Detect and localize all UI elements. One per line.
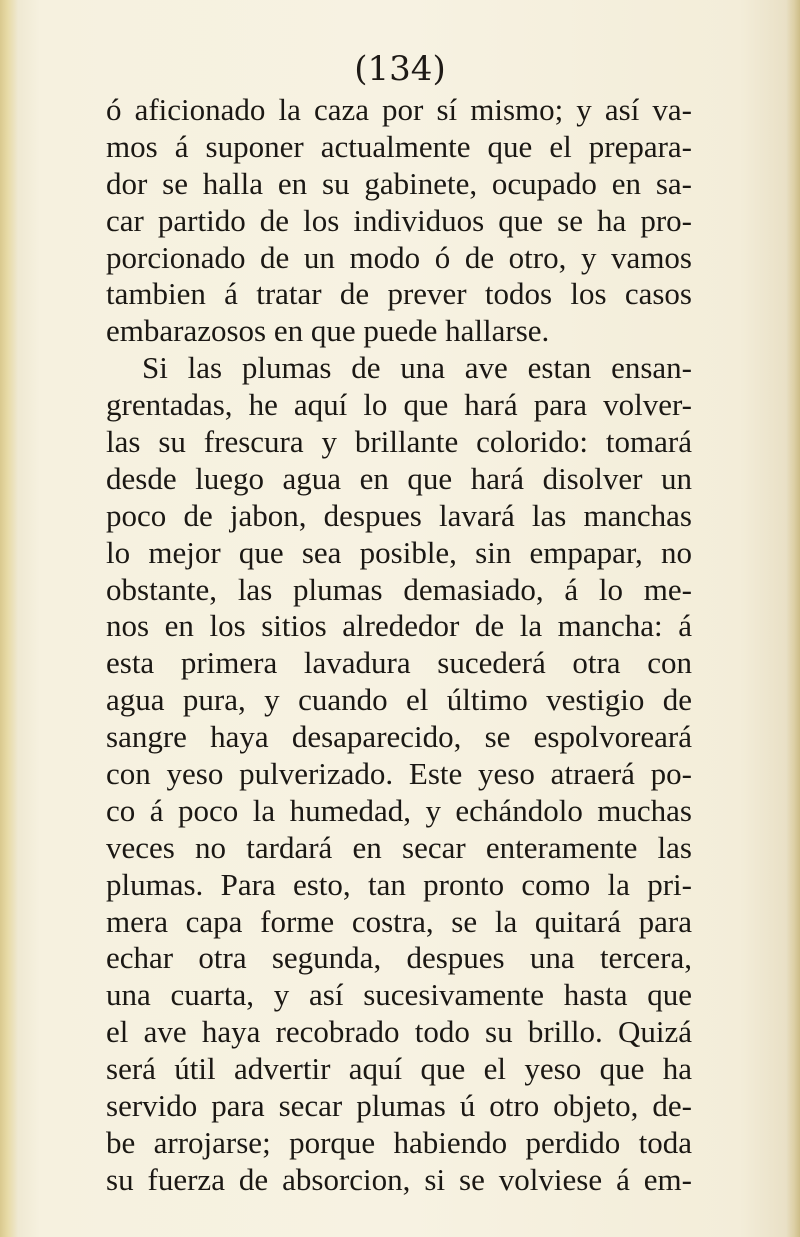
text-line: veces no tardará en secar enteramente las <box>106 829 692 865</box>
text-line: servido para secar plumas ú otro objeto, de- <box>106 1088 692 1124</box>
page-right-edge <box>786 0 800 1237</box>
text-line: co á poco la humedad, y echándolo muchas <box>106 792 692 828</box>
text-line: mos á suponer actualmente que el prepara- <box>106 128 692 164</box>
text-line: esta primera lavadura sucederá otra con <box>106 645 692 681</box>
text-line: porcionado de un modo ó de otro, y vamos <box>106 239 692 275</box>
page-number: (134) <box>354 49 446 89</box>
text-line: dor se halla en su gabinete, ocupado en sa- <box>106 165 692 201</box>
text-line: obstante, las plumas demasiado, á lo me- <box>106 571 692 607</box>
text-line: car partido de los individuos que se ha pro- <box>106 202 692 238</box>
text-line: plumas. Para esto, tan pronto como la pri- <box>106 866 692 902</box>
text-line: su fuerza de absorcion, si se volviese á em- <box>106 1161 692 1197</box>
text-line: agua pura, y cuando el último vestigio de <box>106 682 692 718</box>
text-line: Si las plumas de una ave estan ensan- <box>142 350 692 386</box>
text-line: sangre haya desaparecido, se espolvoreará <box>106 719 692 755</box>
text-line: será útil advertir aquí que el yeso que ha <box>106 1051 692 1087</box>
text-line: poco de jabon, despues lavará las manchas <box>106 497 692 533</box>
text-line: lo mejor que sea posible, sin empapar, no <box>106 534 692 570</box>
text-line: mera capa forme costra, se la quitará para <box>106 903 692 939</box>
text-line: ó aficionado la caza por sí mismo; y así va- <box>106 92 692 127</box>
text-line: embarazosos en que puede hallarse. <box>106 313 550 349</box>
text-line: echar otra segunda, despues una tercera, <box>106 940 692 976</box>
text-line: las su frescura y brillante colorido: tomará <box>106 424 692 460</box>
text-line: desde luego agua en que hará disolver un <box>106 460 692 496</box>
text-line: con yeso pulverizado. Este yeso atraerá po- <box>106 756 692 792</box>
text-line: nos en los sitios alrededor de la mancha: á <box>106 608 692 644</box>
page-left-edge <box>0 0 18 1237</box>
text-line: el ave haya recobrado todo su brillo. Quizá <box>106 1014 692 1050</box>
text-line: tambien á tratar de prever todos los casos <box>106 276 692 312</box>
text-line: grentadas, he aquí lo que hará para volver- <box>106 387 692 423</box>
text-line: una cuarta, y así sucesivamente hasta que <box>106 977 692 1013</box>
text-line: be arrojarse; porque habiendo perdido toda <box>106 1124 692 1160</box>
body-text <box>106 92 692 1199</box>
